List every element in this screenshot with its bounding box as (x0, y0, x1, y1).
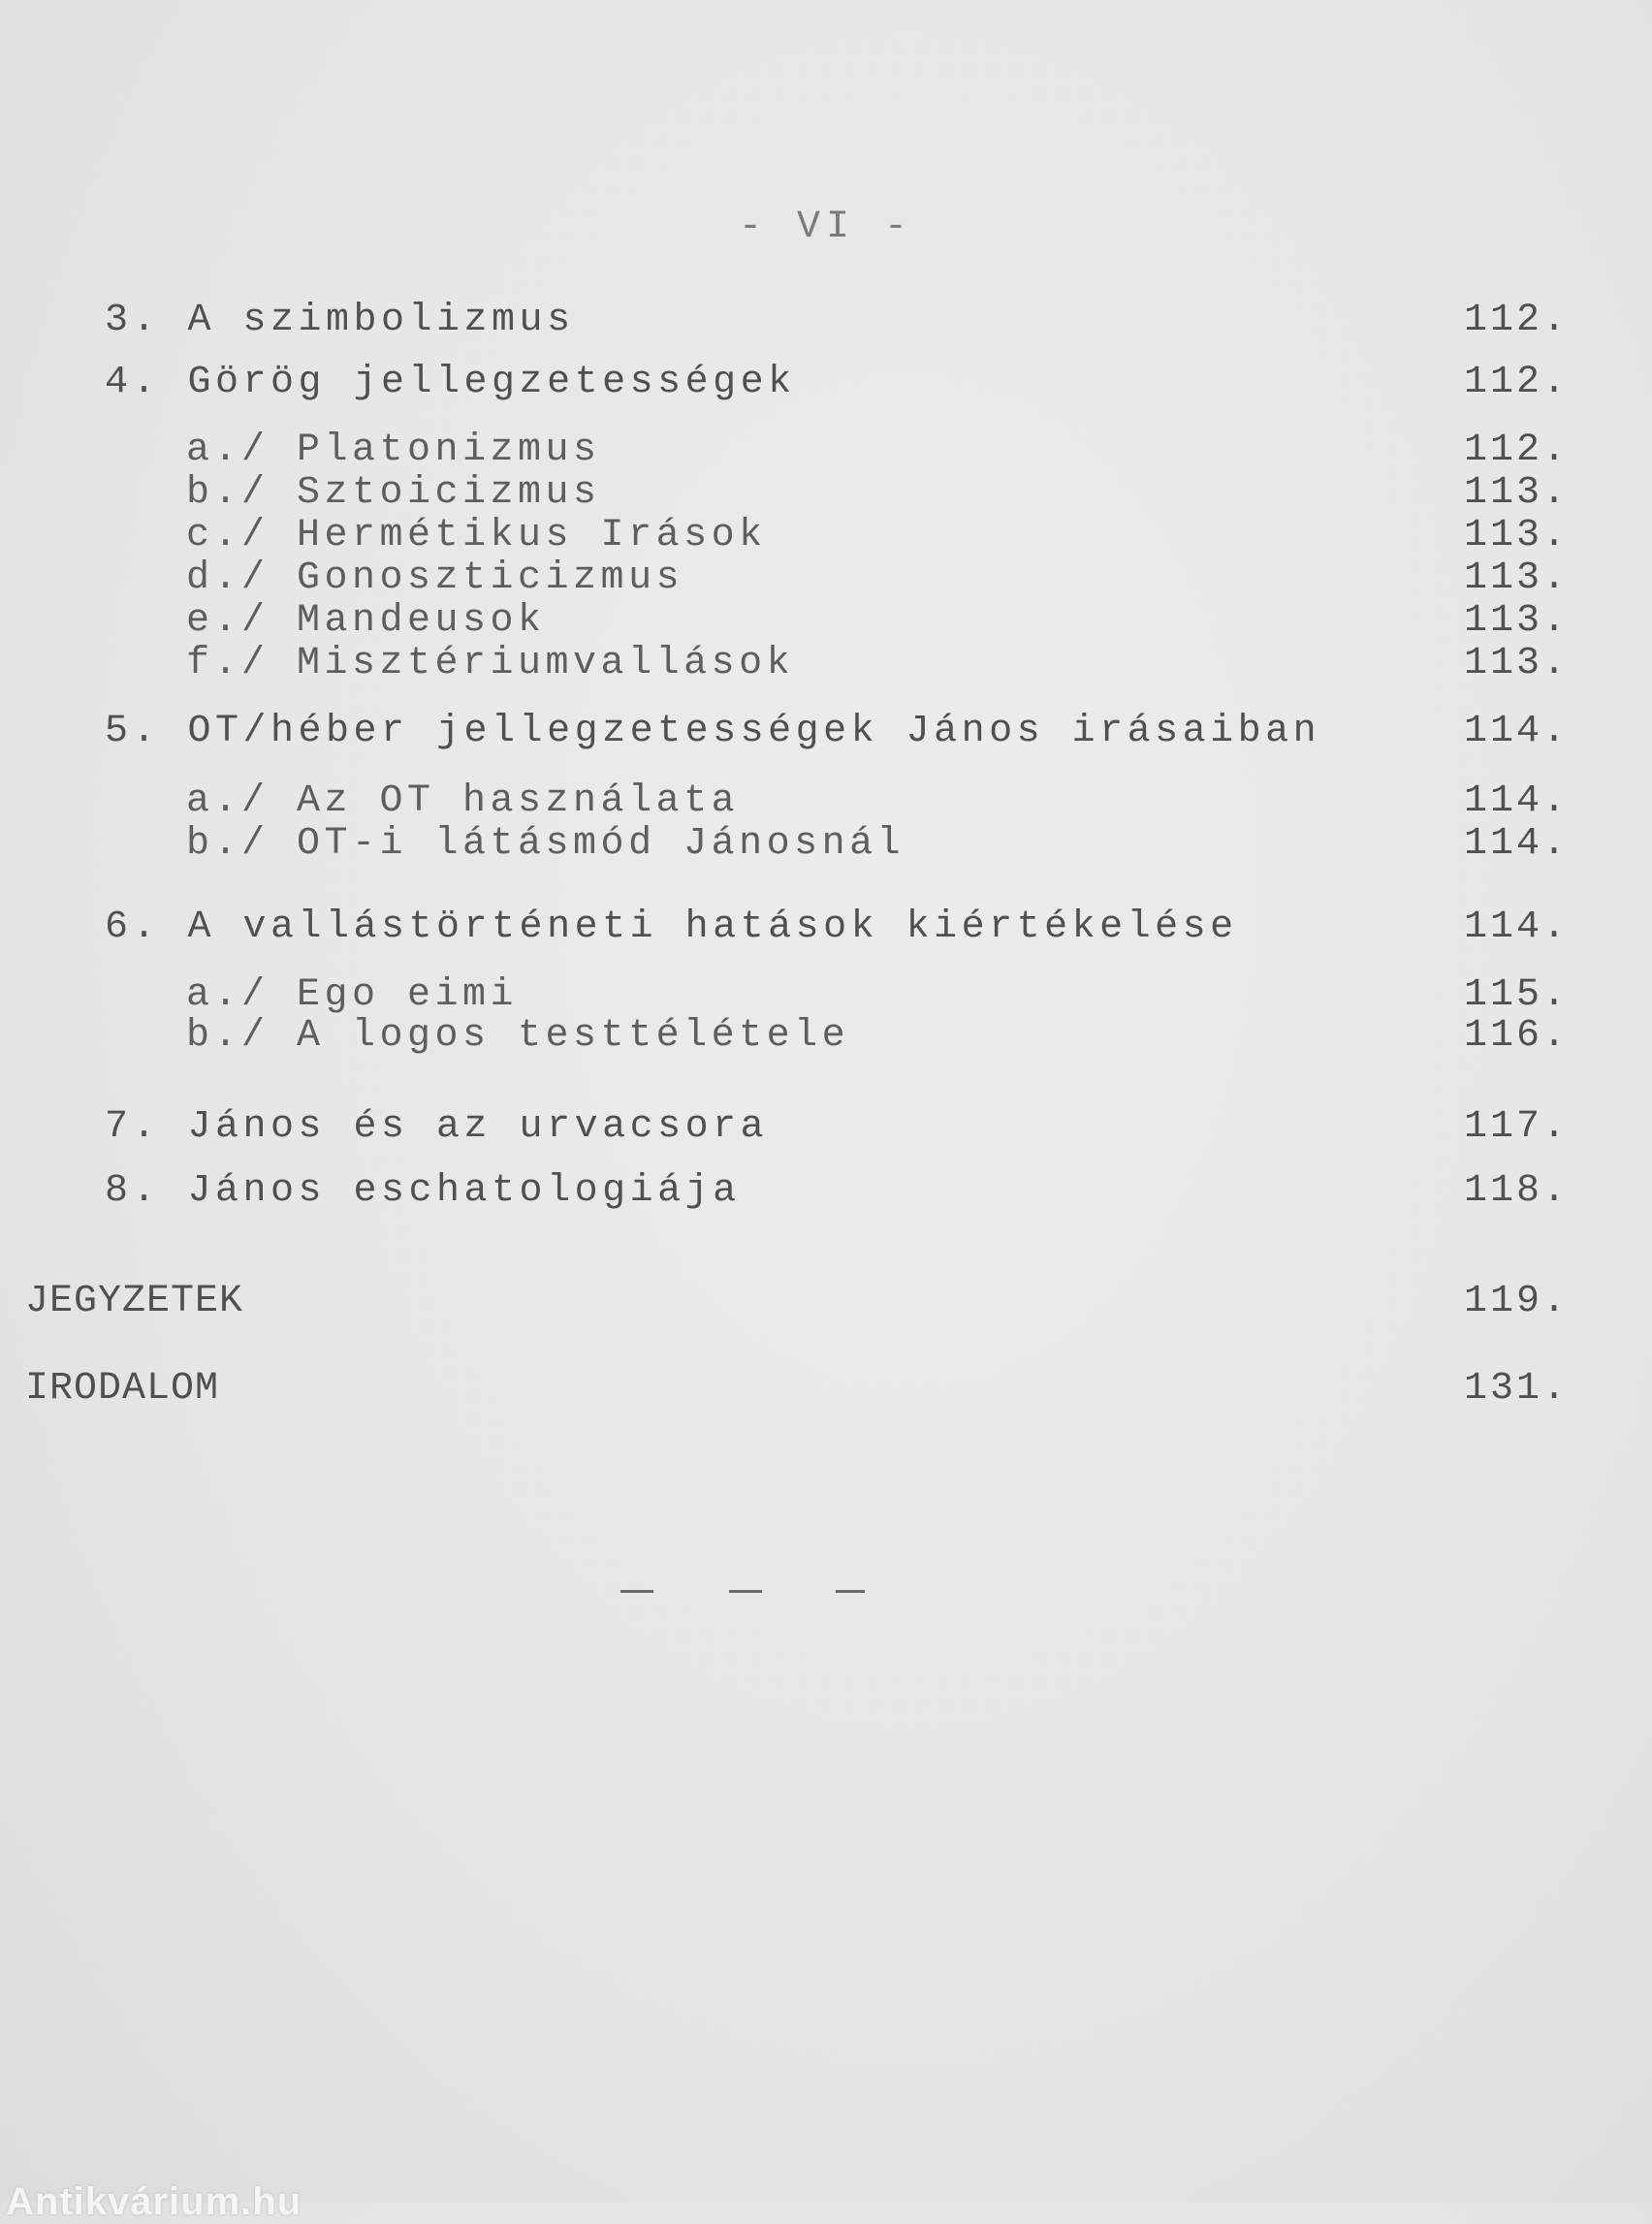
toc-entry-page: 115. (1464, 973, 1570, 1017)
toc-subentry (0, 1014, 1652, 1059)
toc-entry (0, 905, 1652, 950)
toc-entry-title: b./ OT-i látásmód Jánosnál (186, 822, 905, 866)
toc-entry-page: 114. (1464, 779, 1570, 823)
page-number-header: - VI - (738, 206, 914, 249)
toc-entry (0, 710, 1652, 754)
toc-entry (0, 299, 1652, 343)
end-divider-dash (620, 1590, 653, 1593)
toc-subentry (0, 779, 1652, 824)
toc-entry-page: 112. (1464, 299, 1570, 342)
toc-entry (0, 361, 1652, 405)
toc-subentry (0, 599, 1652, 644)
toc-entry-page: 114. (1464, 905, 1570, 949)
end-divider-dash (836, 1590, 865, 1593)
toc-entry (0, 1169, 1652, 1214)
toc-entry-title: JEGYZETEK (25, 1280, 244, 1323)
toc-entry-page: 113. (1464, 514, 1570, 557)
toc-entry-title: a./ Ego eimi (186, 973, 519, 1017)
toc-entry-title: 5. OT/héber jellegzetességek János irásaiban (105, 710, 1321, 753)
toc-entry-page: 113. (1464, 599, 1570, 643)
toc-entry-page: 119. (1464, 1280, 1570, 1323)
toc-subentry (0, 642, 1652, 686)
toc-entry-page: 112. (1464, 429, 1570, 472)
toc-subentry (0, 514, 1652, 558)
toc-entry-title: 4. Görög jellegzetességek (105, 361, 796, 404)
toc-entry-page: 114. (1464, 822, 1570, 866)
toc-entry-title: a./ Platonizmus (186, 429, 601, 472)
toc-entry-title: f./ Misztériumvallások (186, 642, 795, 685)
toc-entry-title: d./ Gonoszticizmus (186, 556, 684, 600)
toc-entry-title: a./ Az OT használata (186, 779, 740, 823)
toc-entry (0, 1105, 1652, 1150)
toc-subentry (0, 822, 1652, 867)
toc-entry-page: 118. (1464, 1169, 1570, 1213)
toc-entry-title: 6. A vallástörténeti hatások kiértékelése (105, 905, 1238, 949)
toc-entry-title: 8. János eschatologiája (105, 1169, 741, 1213)
toc-entry-title: b./ A logos testtélétele (186, 1014, 850, 1058)
toc-subentry (0, 429, 1652, 473)
toc-entry (0, 1280, 1652, 1324)
toc-entry-title: e./ Mandeusok (186, 599, 546, 643)
watermark: Antikvárium.hu (6, 2180, 302, 2223)
toc-entry (0, 1367, 1652, 1412)
toc-subentry (0, 973, 1652, 1018)
toc-entry-page: 114. (1464, 710, 1570, 753)
toc-subentry (0, 471, 1652, 516)
toc-entry-page: 113. (1464, 642, 1570, 685)
end-divider-dash (729, 1590, 762, 1593)
toc-entry-page: 113. (1464, 471, 1570, 515)
toc-entry-page: 112. (1464, 361, 1570, 404)
toc-entry-title: 7. János és az urvacsora (105, 1105, 769, 1149)
toc-entry-title: 3. A szimbolizmus (105, 299, 575, 342)
toc-entry-title: IRODALOM (25, 1367, 220, 1411)
toc-entry-title: c./ Hermétikus Irások (186, 514, 767, 557)
toc-subentry (0, 556, 1652, 601)
toc-entry-page: 113. (1464, 556, 1570, 600)
toc-entry-page: 131. (1464, 1367, 1570, 1411)
toc-entry-page: 116. (1464, 1014, 1570, 1058)
toc-entry-page: 117. (1464, 1105, 1570, 1149)
toc-entry-title: b./ Sztoicizmus (186, 471, 601, 515)
